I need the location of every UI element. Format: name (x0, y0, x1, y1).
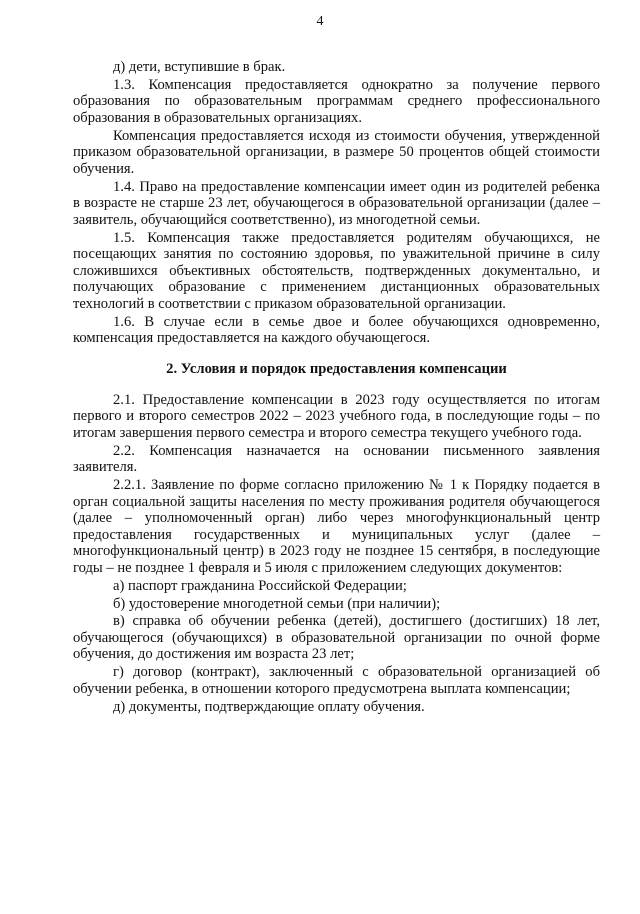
paragraph: Компенсация предоставляется исходя из стоимости обучения, утвержденной приказом образовательной организации, в размере 50 процентов общей стоимости обучения. (73, 127, 600, 177)
paragraph: 1.6. В случае если в семье двое и более обучающихся одновременно, компенсация предоставляется на каждого обучающегося. (73, 313, 600, 347)
paragraph: 1.4. Право на предоставление компенсации имеет один из родителей ребенка в возрасте не старше 23 лет, обучающегося в образовательной организации (далее – заявитель, обучающийся соответственно), из многодетной семьи. (73, 178, 600, 228)
paragraph: 2.2.1. Заявление по форме согласно приложению № 1 к Порядку подается в орган социальной защиты населения по месту проживания родителя обучающегося (далее – уполномоченный орган) либо через многофункциональный центр предоставления государственных и муниципальных услуг (далее – многофункциональный центр) в 2023 году не позднее 15 сентября, в последующие годы – не позднее 1 февраля и 5 июля с приложением следующих документов: (73, 476, 600, 576)
page-number: 4 (316, 14, 324, 29)
section-heading: 2. Условия и порядок предоставления компенсации (166, 361, 507, 378)
document-body (73, 59, 600, 716)
list-item: г) договор (контракт), заключенный с образовательной организацией об обучении ребенка, в отношении которого предусмотрена выплата компенсации; (73, 664, 600, 697)
paragraph: 1.5. Компенсация также предоставляется родителям обучающихся, не посещающих занятия по состоянию здоровья, по уважительной причине в силу сложившихся объективных обстоятельств, подтвержденных документально, и получающих образование с применением дистанционных образовательных технологий в соответствии с приказом образовательной организации. (73, 229, 600, 313)
paragraph: 1.3. Компенсация предоставляется однократно за получение первого образования по образовательным программам среднего профессионального образования в образовательных организациях. (73, 76, 600, 126)
paragraph: 2.1. Предоставление компенсации в 2023 году осуществляется по итогам первого и второго семестров 2022 – 2023 учебного года, в последующие годы – по итогам завершения первого семестра и второго семестра текущего учебного года. (73, 391, 600, 441)
list-item: б) удостоверение многодетной семьи (при наличии); (113, 595, 441, 612)
list-item: д) документы, подтверждающие оплату обучения. (113, 698, 425, 715)
paragraph: 2.2. Компенсация назначается на основании письменного заявления заявителя. (73, 442, 600, 476)
paragraph: д) дети, вступившие в брак. (113, 59, 286, 75)
list-item: в) справка об обучении ребенка (детей), достигшего (достигших) 18 лет, обучающегося (обучающихся) в образовательной организации по очной форме обучения, до достижения им возраста 23 лет; (73, 613, 600, 663)
list-item: а) паспорт гражданина Российской Федерации; (113, 577, 407, 594)
